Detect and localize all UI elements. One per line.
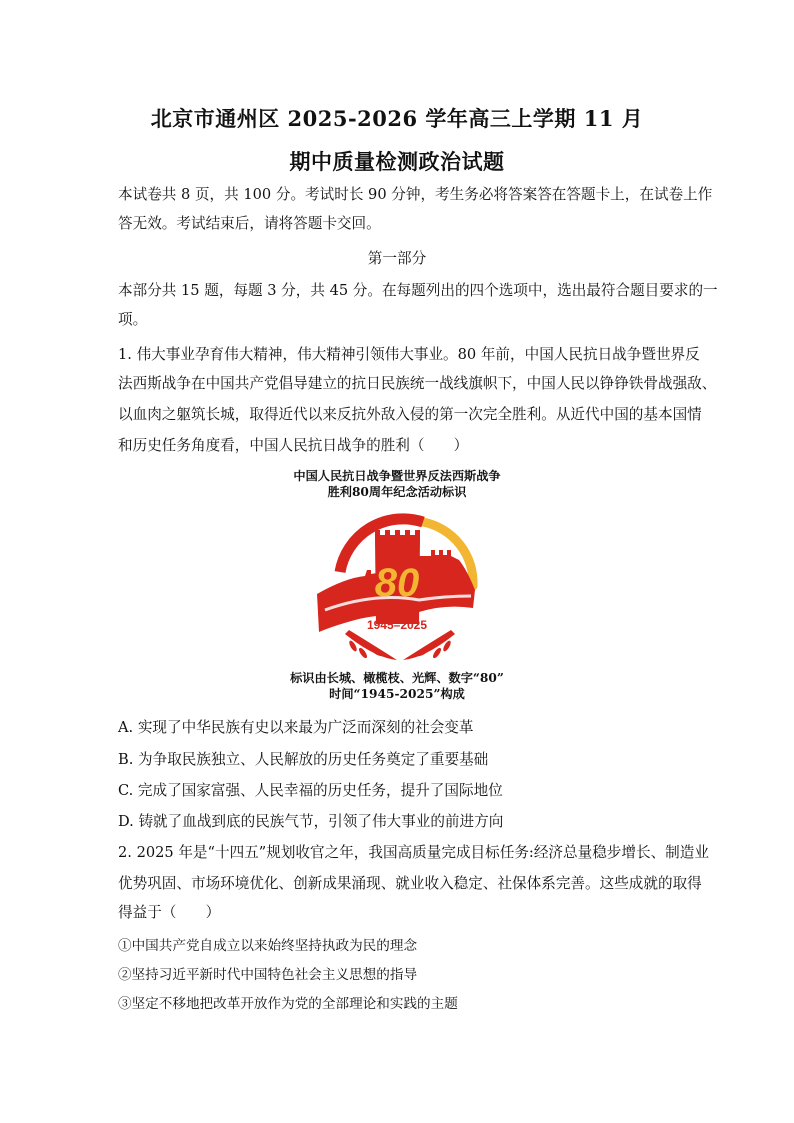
intro-line2: 答无效。考试结束后，请将答题卡交回。 [118,215,381,232]
q1-option-d: D. 铸就了血战到底的民族气节，引领了伟大事业的前进方向 [118,813,504,830]
q1-stem-line2: 法西斯战争在中国共产党倡导建立的抗日民族统一战线旗帜下，中国人民以铮铮铁骨战强敌、 [118,375,717,392]
logo-number-80: 80 [374,561,420,605]
figure-caption-top2: 胜利80周年纪念活动标识 [327,485,467,499]
q2-stem-line2: 优势巩固、市场环境优化、创新成果涌现、就业收入稳定、社保体系完善。这些成就的取得 [118,875,702,892]
exam-title-line1: 北京市通州区 2025-2026 学年高三上学期 11 月 [150,106,644,131]
anniversary-logo-image [305,500,495,668]
intro-line1: 本试卷共 8 页，共 100 分。考试时长 90 分钟，考生务必将答案答在答题卡上，在试卷上作 [118,186,713,203]
section-title: 第一部分 [367,250,427,267]
logo-years: 1945–2025 [366,618,428,632]
q1-option-a: A. 实现了中华民族有史以来最为广泛而深刻的社会变革 [118,719,474,736]
olive-branch-icon [345,630,455,660]
q1-stem-line3: 以血肉之躯筑长城，取得近代以来反抗外敌入侵的第一次完全胜利。从近代中国的基本国情 [118,406,702,423]
q1-option-b: B. 为争取民族独立、人民解放的历史任务奠定了重要基础 [118,751,489,768]
figure-caption-bottom1: 标识由长城、橄榄枝、光辉、数字“80” [290,671,504,685]
q2-stem-line3: 得益于（ ） [118,904,221,921]
q2-stem-line1: 2. 2025 年是“十四五”规划收官之年，我国高质量完成目标任务:经济总量稳步增长、制造业 [118,844,709,861]
figure-caption-bottom2: 时间“1945-2025”构成 [329,687,465,701]
section-desc-line2: 项。 [118,311,148,328]
q1-stem-line4: 和历史任务角度看，中国人民抗日战争的胜利（ ） [118,437,469,454]
q2-item-1: ①中国共产党自成立以来始终坚持执政为民的理念 [118,938,418,954]
q1-stem-line1: 1. 伟大事业孕育伟大精神，伟大精神引领伟大事业。80 年前，中国人民抗日战争暨世界反 [118,346,700,363]
q2-item-3: ③坚定不移地把改革开放作为党的全部理论和实践的主题 [118,996,458,1012]
figure-caption-top1: 中国人民抗日战争暨世界反法西斯战争 [293,469,501,483]
section-desc-line1: 本部分共 15 题，每题 3 分，共 45 分。在每题列出的四个选项中，选出最符合题目要求的一 [118,282,718,299]
q1-option-c: C. 完成了国家富强、人民幸福的历史任务，提升了国际地位 [118,782,503,799]
q2-item-2: ②坚持习近平新时代中国特色社会主义思想的指导 [118,967,418,983]
exam-title-line2: 期中质量检测政治试题 [289,149,505,174]
